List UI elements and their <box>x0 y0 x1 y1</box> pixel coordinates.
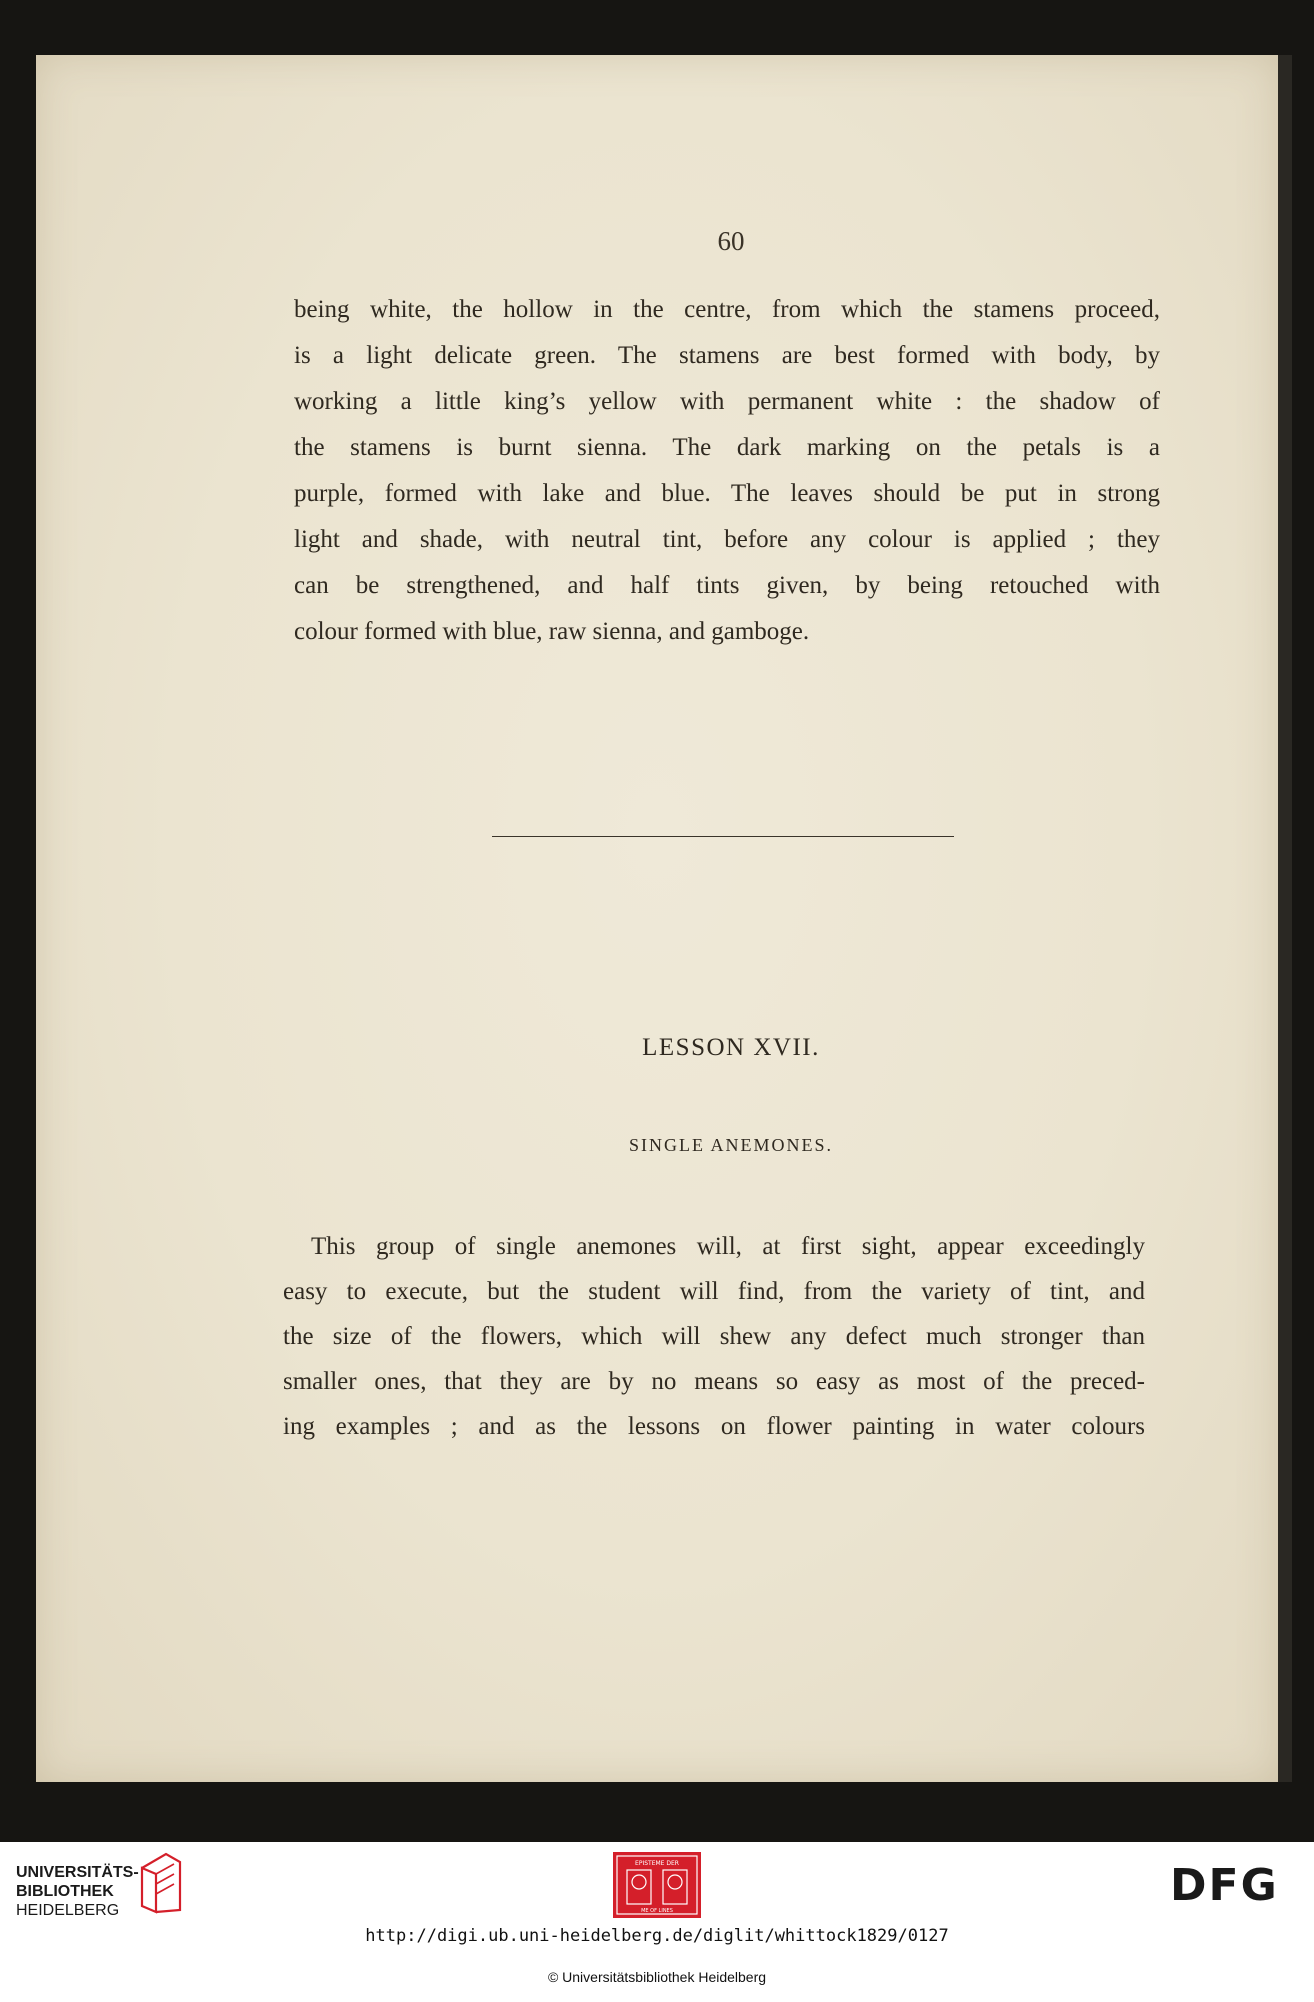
text-line: smaller ones, that they are by no means so easy as most of the preced- <box>283 1368 1145 1395</box>
library-logo-text[interactable] <box>16 1863 139 1920</box>
page-edge <box>1278 55 1292 1782</box>
text-line: purple, formed with lake and blue. The leaves should be put in strong <box>294 480 1160 507</box>
library-name-line: HEIDELBERG <box>16 1902 120 1919</box>
episteme-logo-text-bottom: ME OF LINES <box>641 1908 673 1914</box>
copyright-notice: © Universitätsbibliothek Heidelberg <box>547 1969 767 1985</box>
text-line: can be strengthened, and half tints given, by being retouched with <box>294 572 1160 599</box>
library-name-line: BIBLIOTHEK <box>16 1883 114 1900</box>
episteme-logo-text-top: EPISTEME DER <box>635 1860 679 1867</box>
text-line: ing examples ; and as the lessons on flower painting in water colours <box>283 1413 1145 1440</box>
text-line: working a little king’s yellow with permanent white : the shadow of <box>294 388 1160 415</box>
section-divider <box>492 836 954 837</box>
page-number: 60 <box>717 226 745 256</box>
permalink[interactable]: http://digi.ub.uni-heidelberg.de/diglit/whittock1829/0127 <box>365 1926 949 1946</box>
text-line: being white, the hollow in the centre, from which the stamens proceed, <box>294 296 1160 323</box>
text-line: is a light delicate green. The stamens are best formed with body, by <box>294 342 1160 369</box>
paragraph-2 <box>283 1224 1145 1449</box>
text-line: This group of single anemones will, at first sight, appear exceedingly <box>311 1233 1145 1260</box>
text-line: the size of the flowers, which will shew any defect much stronger than <box>283 1323 1145 1350</box>
text-line: light and shade, with neutral tint, before any colour is applied ; they <box>294 526 1160 553</box>
text-line: colour formed with blue, raw sienna, and gamboge. <box>294 618 810 645</box>
lesson-title: LESSON XVII. <box>642 1034 820 1061</box>
text-line: the stamens is burnt sienna. The dark marking on the petals is a <box>294 434 1160 461</box>
episteme-logo-icon[interactable] <box>613 1852 701 1918</box>
lesson-subtitle: SINGLE ANEMONES. <box>628 1135 833 1155</box>
paragraph-1 <box>294 287 1160 655</box>
library-name-line: UNIVERSITÄTS- <box>16 1864 139 1881</box>
library-logo-icon[interactable] <box>136 1850 184 1916</box>
text-line: easy to execute, but the student will find, from the variety of tint, and <box>283 1278 1145 1305</box>
dfg-logo[interactable]: DFG <box>1170 1860 1279 1911</box>
